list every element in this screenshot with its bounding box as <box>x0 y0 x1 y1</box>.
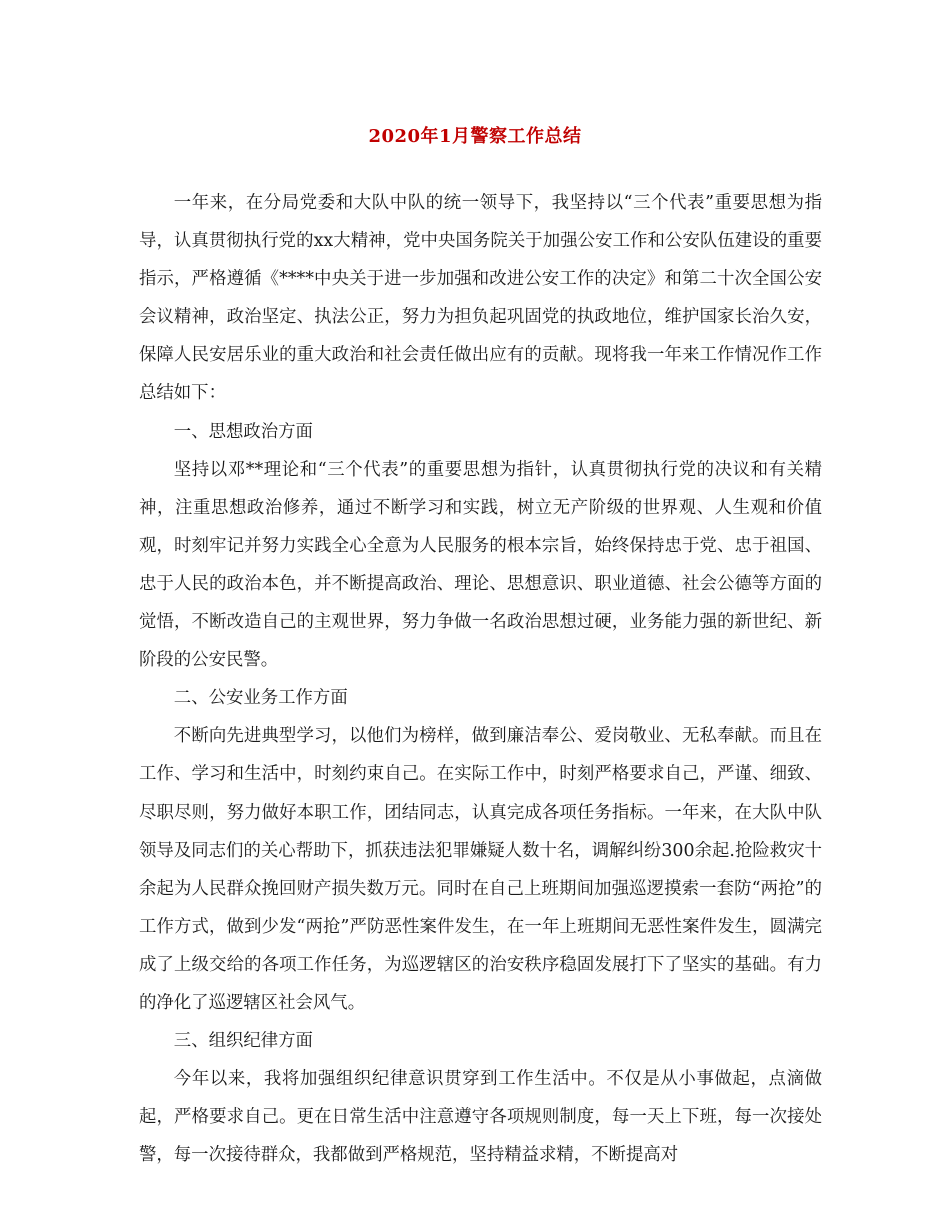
section-body-discipline: 今年以来，我将加强组织纪律意识贯穿到工作生活中。不仅是从小事做起，点滴做起，严格要求自己。更在日常生活中注意遵守各项规则制度，每一天上下班，每一次接处警，每一次接待群众，我都做到严格规范，坚持精益求精，不断提高对 <box>139 1069 822 1166</box>
intro-paragraph: 一年来，在分局党委和大队中队的统一领导下，我坚持以“三个代表”重要思想为指导，认真贯彻执行党的xx大精神，党中央国务院关于加强公安工作和公安队伍建设的重要指示，严格遵循《****中央关于进一步加强和改进公安工作的决定》和第二十次全国公安会议精神，政治坚定、执法公正，努力为担负起巩固党的执政地位，维护国家长治久安，保障人民安居乐业的重大政治和社会责任做出应有的贡献。现将我一年来工作情况作工作总结如下： <box>139 193 822 404</box>
section-heading-police-work: 二、公安业务工作方面 <box>173 688 348 709</box>
section-heading-political: 一、思想政治方面 <box>173 421 313 442</box>
section-heading-discipline: 三、组织纪律方面 <box>173 1031 313 1052</box>
document-title: 2020年1月警察工作总结 <box>368 126 582 147</box>
section-body-political: 坚持以邓**理论和“三个代表”的重要思想为指针，认真贯彻执行党的决议和有关精神，注重思想政治修养，通过不断学习和实践，树立无产阶级的世界观、人生观和价值观，时刻牢记并努力实践全心全意为人民服务的根本宗旨，始终保持忠于党、忠于祖国、忠于人民的政治本色，并不断提高政治、理论、思想意识、职业道德、社会公德等方面的觉悟，不断改造自己的主观世界，努力争做一名政治思想过硬，业务能力强的新世纪、新阶段的公安民警。 <box>139 459 822 671</box>
section-body-police-work: 不断向先进典型学习，以他们为榜样，做到廉洁奉公、爱岗敬业、无私奉献。而且在工作、学习和生活中，时刻约束自己。在实际工作中，时刻严格要求自己，严谨、细致、尽职尽则，努力做好本职工作，团结同志，认真完成各项任务指标。一年来，在大队中队领导及同志们的关心帮助下，抓获违法犯罪嫌疑人数十名，调解纠纷300余起.抢险救灾十余起为人民群众挽回财产损失数万元。同时在自己上班期间加强巡逻摸索一套防“两抢”的工作方式，做到少发“两抢”严防恶性案件发生，在一年上班期间无恶性案件发生，圆满完成了上级交给的各项工作任务，为巡逻辖区的治安秩序稳固发展打下了坚实的基础。有力的净化了巡逻辖区社会风气。 <box>139 726 822 1013</box>
document-body <box>139 184 822 1174</box>
